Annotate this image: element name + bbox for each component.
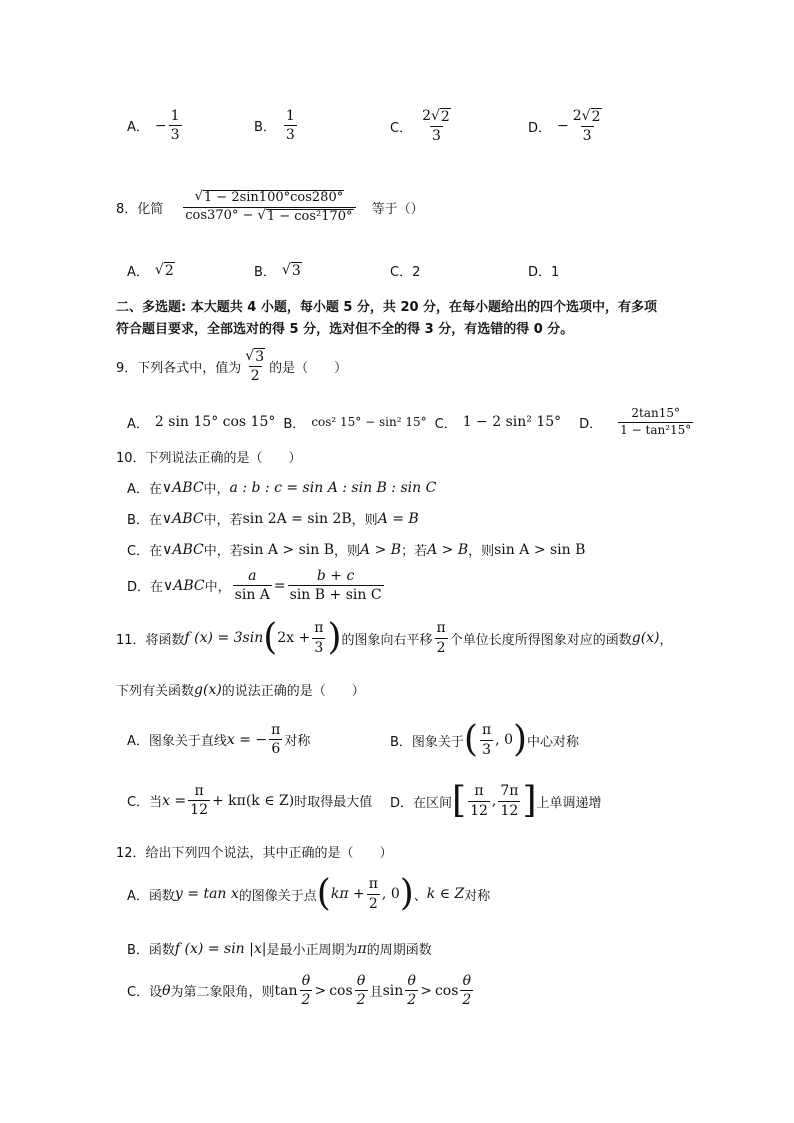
- fraction: [269, 722, 282, 757]
- option-label: A．: [127, 416, 149, 432]
- left-paren: (: [263, 617, 278, 658]
- text: 上单调递增: [536, 795, 602, 811]
- sqrt: √ 1 − cos²170°: [257, 207, 353, 224]
- fraction: [420, 108, 453, 144]
- question-suffix: 的是（ ）: [269, 360, 348, 376]
- coefficient: 2: [572, 108, 582, 124]
- sqrt: √ 2: [431, 108, 450, 125]
- text: 的说法正确的是（ ）: [221, 684, 365, 699]
- denominator: 12: [500, 802, 519, 819]
- text: 、: [413, 888, 427, 904]
- minus-sign: −: [154, 117, 167, 134]
- option-label: D．: [528, 120, 552, 136]
- left-paren: (: [316, 873, 331, 914]
- q9-options: [127, 407, 695, 438]
- sqrt-arg: 1 − cos²170°: [266, 208, 353, 224]
- q12-option-c: [127, 973, 475, 1008]
- section-heading-line1: 二、多选题: 本大题共 4 小题，每小题 5 分，共 20 分，在每小题给出的四个选项中，有多项: [116, 300, 658, 315]
- question-number: 8．化简: [116, 201, 164, 217]
- option-label: C．: [390, 120, 413, 136]
- option-b-expr: cos² 15° − sin² 15°: [311, 415, 427, 430]
- den-left: cos370° −: [185, 207, 258, 223]
- option-a-expr: 2 sin 15° cos 15°: [154, 414, 276, 431]
- denominator: 2: [436, 639, 446, 656]
- q8-option-c: [390, 261, 420, 280]
- sqrt: √ 2: [581, 108, 601, 125]
- option-prefix: D．在区间: [390, 795, 453, 811]
- numerator: π: [271, 722, 281, 738]
- math-expr: a : b : c = sin A : sin B : sin C: [229, 479, 437, 496]
- fraction: [233, 568, 272, 603]
- fraction: [435, 620, 448, 655]
- q7-option-d: [528, 108, 606, 144]
- fraction: [355, 973, 368, 1008]
- option-text: C．2: [390, 265, 421, 280]
- denominator: 2: [407, 992, 417, 1009]
- q10-option-c: [127, 540, 585, 559]
- denominator: 2: [368, 895, 378, 912]
- coefficient: 2: [422, 108, 431, 124]
- math-expr: sin: [382, 982, 404, 999]
- sqrt: √ 1 − 2sin100°cos280°: [194, 189, 344, 205]
- math-expr: x =: [162, 792, 187, 809]
- fraction: [367, 876, 380, 911]
- q11-option-d: D．在区间 [ $\frac{\pi}{12}$ , $\frac{7\pi}{12}$ ] 上单调递增: [390, 780, 602, 821]
- q7-option-a: [127, 108, 184, 143]
- option-prefix: D．在: [127, 580, 164, 596]
- text: 为第二象限角，则: [170, 985, 275, 1001]
- math-expr: tan: [274, 982, 298, 999]
- q8-option-b: [254, 261, 302, 280]
- triangle-icon: ∨: [161, 479, 173, 496]
- text: 的图像关于点: [238, 888, 317, 904]
- q12-option-b: [127, 939, 432, 958]
- question-prefix: 11．将函数: [116, 632, 185, 648]
- denominator: 3: [314, 639, 324, 656]
- section-heading-line2: 符合题目要求，全部选对的得 5 分，选对但不全的得 3 分，有选错的得 0 分。: [116, 322, 574, 337]
- sqrt-arg: 2: [164, 263, 174, 279]
- triangle-name: ABC: [172, 510, 204, 527]
- denominator: sin A: [234, 587, 270, 604]
- text: 中，: [203, 482, 230, 497]
- math-expr: f (x) = 3sin: [184, 630, 264, 646]
- text: 且: [369, 985, 383, 1001]
- q11-stem-line2: [116, 680, 365, 699]
- option-label: D．: [579, 416, 603, 432]
- option-prefix: B．函数: [127, 943, 175, 958]
- sqrt-arg: 2: [591, 109, 601, 125]
- question-suffix: 等于（）: [371, 201, 424, 217]
- text: 对称: [464, 888, 491, 904]
- option-label: A．: [127, 120, 149, 136]
- option-prefix: A．图象关于直线: [127, 734, 227, 750]
- text: 是最小正周期为: [266, 943, 358, 958]
- fraction: [405, 973, 418, 1008]
- numerator: θ: [462, 973, 472, 989]
- q12-option-a: [127, 873, 491, 914]
- text: 下列有关函数: [116, 684, 195, 699]
- right-bracket: ]: [522, 780, 537, 821]
- math-expr: >: [314, 982, 327, 999]
- q10-option-a: [127, 478, 436, 497]
- denominator: 3: [170, 127, 180, 144]
- denominator: 2: [301, 992, 311, 1009]
- numerator: b + c: [316, 568, 355, 584]
- fraction: [300, 973, 313, 1008]
- sqrt-arg: 1 − 2sin100°cos280°: [203, 190, 344, 205]
- math-expr: A > B: [427, 541, 469, 558]
- math-expr: kπ +: [330, 886, 365, 902]
- fraction: [284, 108, 297, 143]
- option-text: D．1: [528, 265, 560, 280]
- math-expr: π: [357, 940, 367, 957]
- text: 中心对称: [527, 734, 580, 750]
- math-expr: g(x): [631, 630, 660, 646]
- math-expr: sin A > sin B: [494, 541, 586, 558]
- option-prefix: C．当: [127, 795, 163, 811]
- numerator: 2tan15°: [631, 406, 681, 420]
- option-label: B．: [254, 265, 276, 280]
- text: 个单位长度所得图象对应的函数: [449, 632, 632, 648]
- q11-stem-line1: [116, 617, 673, 658]
- math-expr: , 0: [381, 886, 400, 902]
- numerator: [420, 108, 453, 126]
- text: 中，: [204, 580, 231, 596]
- fraction: [288, 568, 384, 603]
- denominator: 1 − tan²15°: [620, 422, 692, 437]
- option-label: C．: [434, 416, 457, 432]
- q8-option-d: [528, 261, 559, 280]
- text: 对称: [284, 734, 311, 750]
- text: ，则: [468, 544, 495, 559]
- numerator: θ: [356, 973, 366, 989]
- option-label: B．: [254, 120, 276, 136]
- fraction: [460, 973, 473, 1008]
- q8-option-a: [127, 261, 175, 280]
- question-prefix: 9．下列各式中，值为: [116, 360, 242, 376]
- math-expr: + kπ(k ∈ Z): [211, 792, 295, 809]
- fraction: [169, 108, 182, 143]
- q7-option-b: [254, 108, 299, 143]
- numerator: θ: [301, 973, 311, 989]
- fraction: [188, 783, 210, 818]
- denominator: sin B + sin C: [289, 587, 382, 604]
- text: ；若: [401, 544, 428, 559]
- math-expr: k ∈ Z: [426, 886, 465, 902]
- q10-option-b: [127, 509, 419, 528]
- denominator: 6: [271, 741, 281, 758]
- denominator: 3: [432, 128, 441, 145]
- sqrt-arg: 3: [255, 349, 265, 365]
- numerator: [193, 190, 347, 207]
- denominator: 2: [462, 992, 472, 1009]
- numerator: a: [248, 568, 257, 584]
- equals-sign: =: [273, 577, 286, 594]
- sqrt: √ 3: [281, 262, 301, 279]
- math-expr: cos: [329, 982, 353, 999]
- option-prefix: A．在: [127, 482, 162, 497]
- math-expr: θ: [162, 982, 171, 999]
- text: ，则: [351, 513, 378, 528]
- numerator: π: [474, 783, 484, 800]
- text: 中，若: [203, 544, 243, 559]
- triangle-icon: ∨: [162, 541, 173, 558]
- left-paren: (: [463, 719, 478, 760]
- math-expr: cos: [434, 982, 459, 999]
- denominator: 12: [190, 802, 208, 819]
- math-expr: >: [420, 982, 432, 999]
- math-expr: sin 2A = sin 2B: [242, 510, 352, 527]
- q11-option-b: [390, 719, 580, 760]
- numerator: π: [194, 783, 204, 799]
- minus-sign: −: [557, 118, 569, 135]
- math-expr: , 0: [495, 732, 513, 748]
- option-c-expr: 1 − 2 sin² 15°: [462, 414, 562, 431]
- fraction: [312, 620, 325, 655]
- right-paren: ): [512, 719, 528, 760]
- fraction: [571, 108, 604, 144]
- denominator: 3: [285, 127, 295, 144]
- math-expr: A > B: [360, 541, 402, 558]
- math-expr: 2x +: [277, 630, 311, 646]
- q8-stem: [116, 190, 424, 225]
- fraction: [480, 722, 493, 757]
- math-expr: y = tan x: [174, 886, 239, 902]
- text: 中，若: [203, 513, 243, 528]
- option-prefix: B．图象关于: [390, 734, 464, 750]
- text: ，则: [334, 544, 361, 559]
- sqrt: √ 2: [154, 262, 174, 279]
- triangle-icon: ∨: [163, 577, 174, 594]
- option-prefix: C．在: [127, 544, 163, 559]
- q7-option-c: [390, 108, 455, 144]
- text: 时取得最大值: [294, 795, 373, 811]
- denominator: [183, 207, 355, 225]
- triangle-name: ABC: [172, 541, 204, 558]
- q8-fraction: [183, 190, 355, 225]
- fraction: [498, 783, 520, 818]
- fraction: [468, 783, 490, 818]
- triangle-icon: ∨: [161, 510, 173, 527]
- q12-stem: 12．给出下列四个说法，其中正确的是（ ）: [116, 846, 393, 861]
- math-expr: sin A > sin B: [242, 541, 335, 558]
- numerator: [571, 108, 604, 126]
- denominator: 2: [356, 992, 366, 1009]
- sqrt: √ 3: [245, 348, 265, 365]
- text: 的图象向右平移: [341, 632, 433, 648]
- denominator: 2: [250, 368, 260, 385]
- q10-stem: 10．下列说法正确的是（ ）: [116, 451, 302, 466]
- right-paren: ): [327, 617, 342, 658]
- triangle-name: ABC: [172, 479, 204, 496]
- numerator: π: [314, 620, 324, 637]
- math-expr: f (x) = sin |x|: [174, 940, 267, 957]
- numerator: π: [481, 722, 492, 739]
- text: ，: [659, 632, 673, 648]
- math-expr: x = −: [226, 731, 268, 748]
- numerator: π: [368, 876, 378, 893]
- q11-option-c: [127, 783, 372, 818]
- sqrt-arg: 2: [440, 109, 450, 125]
- numerator: 1: [285, 108, 295, 124]
- q10-option-d: [127, 568, 386, 603]
- option-label: A．: [127, 265, 149, 280]
- numerator: π: [436, 620, 446, 637]
- denominator: 3: [482, 741, 492, 758]
- numerator: 7π: [500, 783, 519, 800]
- option-prefix: B．在: [127, 513, 162, 528]
- option-label: B．: [283, 416, 306, 432]
- option-prefix: A．函数: [127, 888, 175, 904]
- numerator: θ: [407, 973, 416, 989]
- left-bracket: [: [452, 780, 467, 821]
- numerator: 1: [170, 108, 180, 124]
- right-paren: ): [399, 873, 414, 914]
- option-prefix: C．设: [127, 985, 163, 1001]
- denominator: 3: [582, 128, 592, 145]
- math-expr: A = B: [377, 510, 419, 527]
- sqrt-arg: 3: [291, 263, 301, 279]
- numerator: [243, 348, 267, 366]
- denominator: 12: [470, 802, 488, 819]
- q9-stem: [116, 348, 347, 384]
- triangle-name: ABC: [173, 577, 205, 594]
- math-expr: g(x): [194, 681, 222, 698]
- q11-option-a: [127, 722, 310, 757]
- fraction: [243, 348, 267, 384]
- text: 的周期函数: [366, 943, 432, 958]
- fraction: [618, 407, 693, 438]
